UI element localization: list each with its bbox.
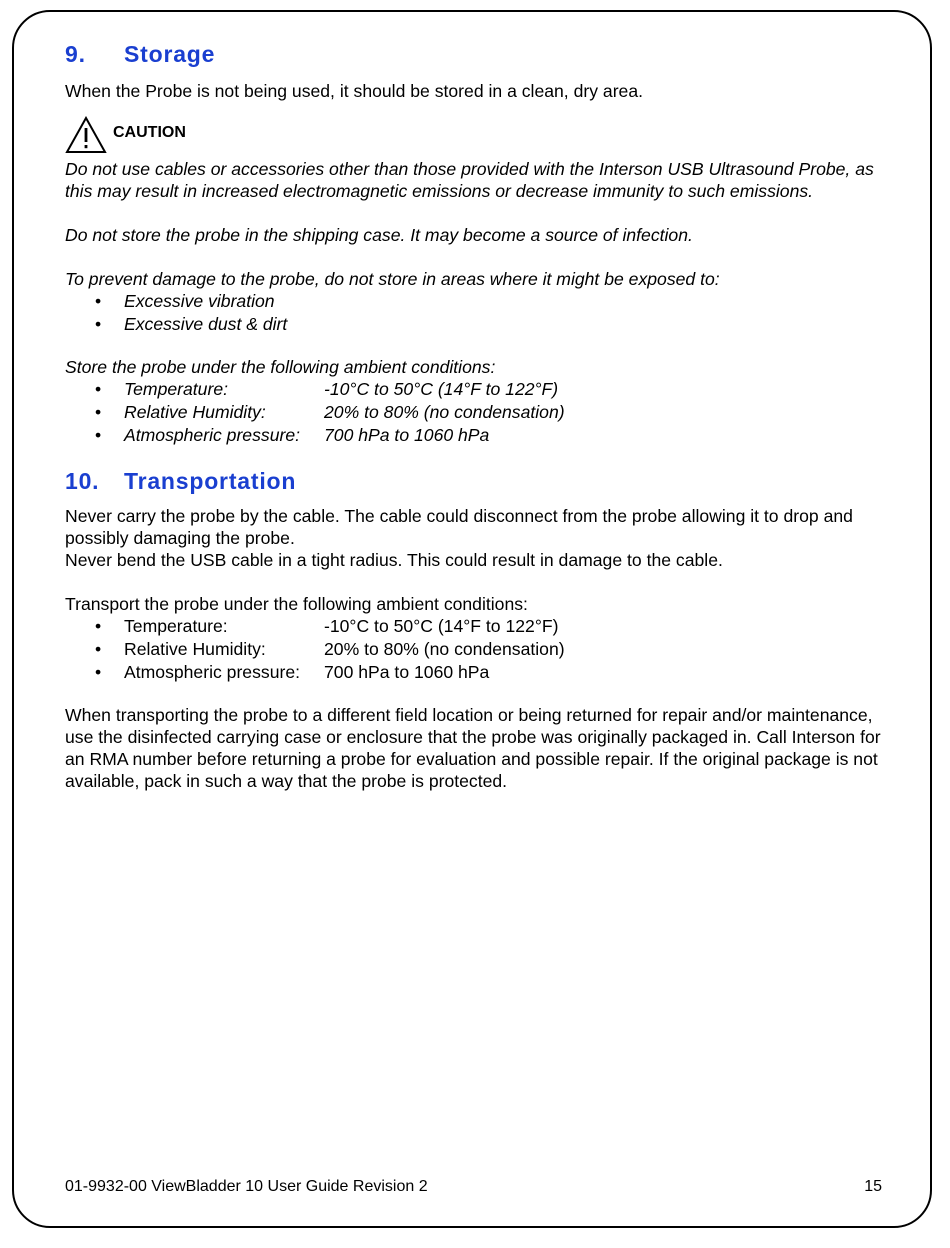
list-item — [65, 313, 895, 336]
footer-doc-title: 01-9932-00 ViewBladder 10 User Guide Revision 2 — [65, 1178, 428, 1195]
condition-label: • Relative Humidity: — [124, 402, 266, 422]
condition-value: 700 hPa to 1060 hPa — [324, 425, 490, 445]
list-item — [65, 661, 895, 684]
page-footer — [65, 1178, 882, 1196]
warning-triangle-icon — [65, 116, 107, 154]
caution-paragraph: Do not store the probe in the shipping case. It may become a source of infection. — [65, 225, 693, 245]
caution-label: CAUTION — [113, 124, 186, 141]
exposure-list — [65, 290, 895, 336]
caution-paragraph: Do not use cables or accessories other than those provided with the Interson USB Ultrasound Probe, as this may result in increased electromagnetic emissions or decrease immunity to such emissions. — [65, 159, 874, 201]
condition-label: • Atmospheric pressure: — [124, 425, 301, 445]
transport-conditions-intro: Transport the probe under the following ambient conditions: — [65, 594, 528, 614]
condition-value: 20% to 80% (no condensation) — [324, 402, 565, 422]
condition-label: • Relative Humidity: — [124, 639, 266, 659]
section-number: 9. — [65, 40, 86, 67]
condition-value: -10°C to 50°C (14°F to 122°F) — [324, 616, 559, 636]
list-item — [65, 638, 895, 661]
condition-value: -10°C to 50°C (14°F to 122°F) — [324, 379, 559, 399]
exposure-intro: To prevent damage to the probe, do not store in areas where it might be exposed to: — [65, 269, 720, 289]
section-title: Transportation — [124, 467, 297, 494]
transport-paragraph: Never carry the probe by the cable. The cable could disconnect from the probe allowing it to drop and possibly damaging the probe. — [65, 506, 853, 548]
list-item — [65, 424, 895, 447]
condition-value: 20% to 80% (no condensation) — [324, 639, 565, 659]
page-number: 15 — [864, 1178, 882, 1195]
section-heading-transportation — [65, 465, 895, 497]
storage-conditions-list — [65, 378, 895, 447]
section-heading-storage — [65, 38, 895, 70]
condition-value: 700 hPa to 1060 hPa — [324, 662, 490, 682]
caution-header — [65, 116, 895, 154]
list-item — [65, 378, 895, 401]
list-item — [65, 401, 895, 424]
transport-paragraph: Never bend the USB cable in a tight radius. This could result in damage to the cable. — [65, 550, 723, 570]
condition-label: • Atmospheric pressure: — [124, 662, 301, 682]
list-item — [65, 615, 895, 638]
page-content — [65, 38, 895, 792]
transport-paragraph: When transporting the probe to a different field location or being returned for repair and/or maintenance, use the disinfected carrying case or enclosure that the probe was originally packaged in. Call Interson for an RMA number before returning a probe for evaluation and possible repair. If the original package is not available, pack in such a way that the probe is protected. — [65, 705, 881, 791]
list-item — [65, 290, 895, 313]
condition-label: • Temperature: — [124, 616, 228, 636]
storage-intro: When the Probe is not being used, it should be stored in a clean, dry area. — [65, 81, 644, 101]
transport-conditions-list — [65, 615, 895, 684]
storage-conditions-intro: Store the probe under the following ambient conditions: — [65, 357, 496, 377]
section-number: 10. — [65, 467, 100, 494]
list-item-text: Excessive vibration — [124, 291, 275, 311]
condition-label: • Temperature: — [124, 379, 228, 399]
section-title: Storage — [124, 40, 216, 67]
list-item-text: Excessive dust & dirt — [124, 314, 288, 334]
